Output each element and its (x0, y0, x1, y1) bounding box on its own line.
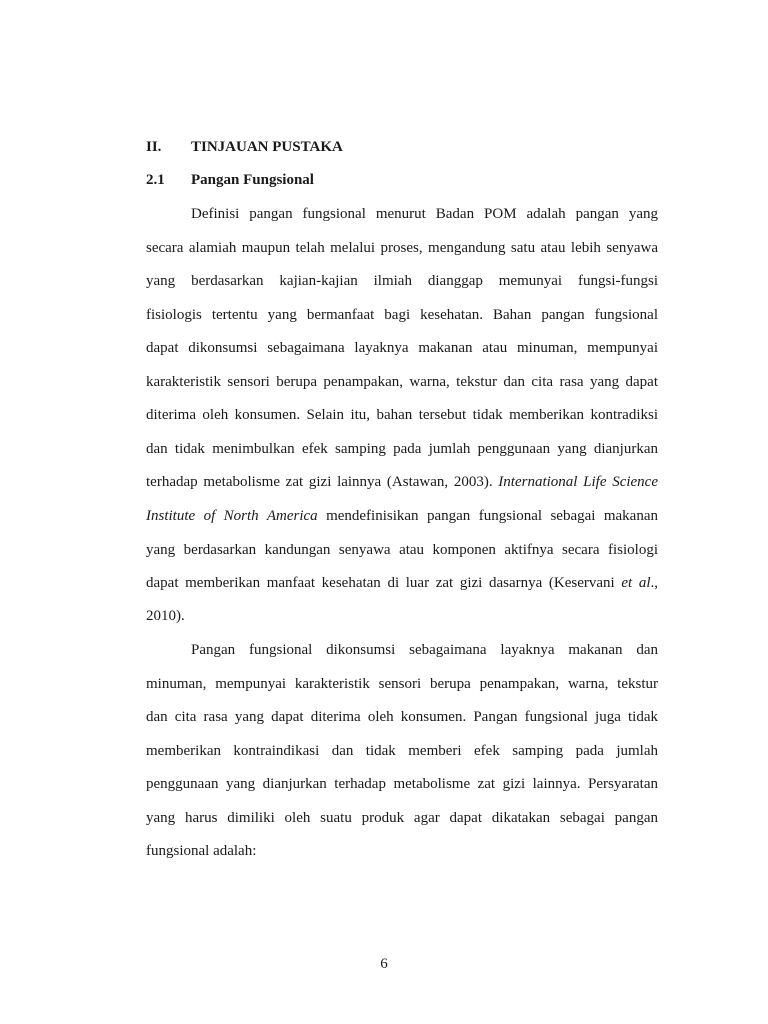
paragraph1-text: mendefinisikan pangan fungsional sebagai makanan (317, 508, 658, 524)
paragraph1-line: Definisi pangan fungsional menurut Badan POM adalah pangan yang (191, 206, 658, 222)
paragraph1-line: dan tidak menimbulkan efek samping pada jumlah penggunaan yang dianjurkan (146, 441, 658, 457)
chapter-heading (146, 138, 343, 156)
paragraph2-line: yang harus dimiliki oleh suatu produk agar dapat dikatakan sebagai pangan (146, 810, 658, 826)
paragraph1-line: secara alamiah maupun telah melalui proses, mengandung satu atau lebih senyawa (146, 240, 658, 256)
paragraph1-line (146, 574, 658, 592)
page-number: 6 (380, 956, 388, 972)
paragraph1-line: dapat dikonsumsi sebagaimana layaknya makanan atau minuman, mempunyai (146, 340, 658, 356)
paragraph1-line: karakteristik sensori berupa penampakan, warna, tekstur dan cita rasa yang dapat (146, 374, 658, 390)
paragraph1-line (146, 473, 658, 491)
paragraph2-line: Pangan fungsional dikonsumsi sebagaimana layaknya makanan dan (191, 642, 658, 658)
paragraph2-line: dan cita rasa yang dapat diterima oleh konsumen. Pangan fungsional juga tidak (146, 709, 658, 725)
paragraph1-line: 2010). (146, 608, 185, 624)
paragraph1-italic-text: et al (621, 575, 651, 591)
paragraph1-text: terhadap metabolisme zat gizi lainnya (Astawan, 2003). (146, 474, 499, 490)
paragraph1-line: fisiologis tertentu yang bermanfaat bagi kesehatan. Bahan pangan fungsional (146, 307, 658, 323)
section-number: 2.1 (146, 172, 165, 188)
paragraph1-line: yang berdasarkan kajian-kajian ilmiah dianggap memunyai fungsi-fungsi (146, 273, 658, 289)
paragraph1-italic-text: International Life Science (498, 474, 658, 490)
paragraph2-line: memberikan kontraindikasi dan tidak memberi efek samping pada jumlah (146, 743, 658, 759)
paragraph1-text: ., (650, 575, 658, 591)
chapter-title: TINJAUAN PUSTAKA (191, 139, 343, 155)
paragraph1-line: yang berdasarkan kandungan senyawa atau komponen aktifnya secara fisiologi (146, 542, 658, 558)
chapter-number: II. (146, 139, 162, 155)
section-title: Pangan Fungsional (191, 172, 314, 188)
section-heading (146, 171, 314, 189)
paragraph1-line (146, 507, 658, 525)
paragraph1-italic-text: Institute of North America (146, 508, 318, 524)
paragraph1-line: diterima oleh konsumen. Selain itu, bahan tersebut tidak memberikan kontradiksi (146, 407, 658, 423)
paragraph2-line: fungsional adalah: (146, 843, 257, 859)
paragraph1-text: dapat memberikan manfaat kesehatan di luar zat gizi dasarnya (Keservani (146, 575, 622, 591)
paragraph2-line: minuman, mempunyai karakteristik sensori berupa penampakan, warna, tekstur (146, 676, 658, 692)
paragraph2-line: penggunaan yang dianjurkan terhadap metabolisme zat gizi lainnya. Persyaratan (146, 776, 658, 792)
